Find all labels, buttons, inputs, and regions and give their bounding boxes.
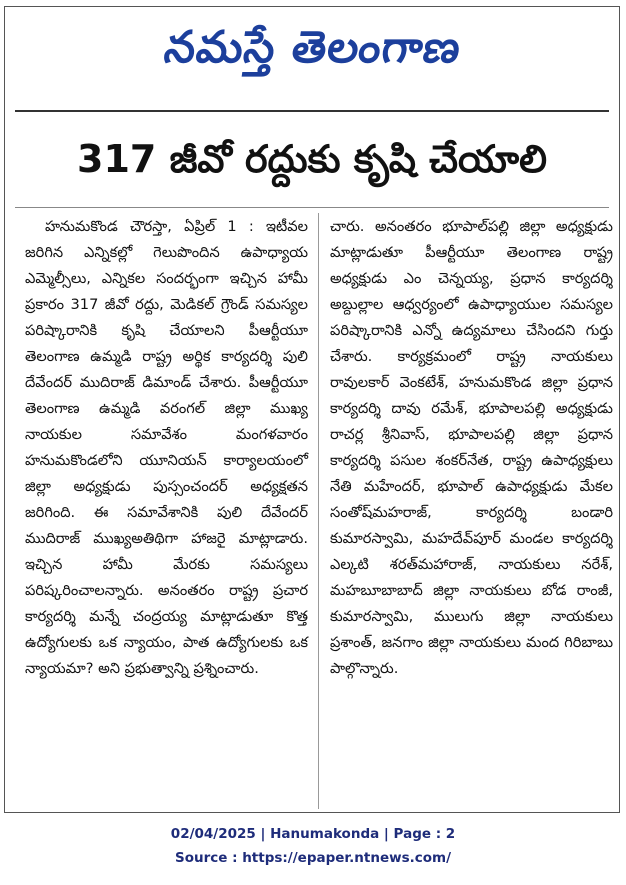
column-divider [318, 213, 319, 809]
footer-source-line: Source : https://epaper.ntnews.com/ [174, 850, 452, 866]
article-text-right: చారు. అనంతరం భూపాల్‌పల్లి జిల్లా అధ్యక్షుడు మాట్లాడుతూ పీఆర్టీయూ తెలంగాణ రాష్ట్ర అధ్యక్షుడు ఎం చెన్నయ్య, ప్రధాన కార్యదర్శి అబ్దుల్లాల ఆధ్వర్యంలో ఉపాధ్యాయుల సమస్యల పరిష్కారానికి ఎన్నో ఉద్యమాలు చేసిందని గుర్తు చేశారు. కార్యక్రమంలో రాష్ట్ర నాయకులు రావులకార్ వెంకటేశ్, హనుమకొండ జిల్లా ప్రధాన కార్యదర్శి దావు రమేశ్, భూపాలపల్లి అధ్యక్షుడు రాచర్ల శ్రీనివాస్, భూపాలపల్లి జిల్లా ప్రధాన కార్యదర్శి పసుల శంకర్‌నేత, రాష్ట్ర ఉపాధ్యక్షులు నేతి మహేందర్, భూపాల్ ఉపాధ్యక్షుడు మేకల సంతోష్‌మహరాజ్, కార్యదర్శి బండారి కుమారస్వామి, మహదేవ్‌పూర్ మండల కార్యదర్శి ఎల్కటి శరత్‌మహారాజ్, నాయకులు నరేశ్, మహబూబాబాద్ జిల్లా నాయకులు బోడ రాంజీ, కుమారస్వామి, ములుగు జిల్లా నాయకులు ప్రశాంత్, జనగాం జిల్లా నాయకులు మంద గిరిబాబు పాల్గొన్నారు. [330, 218, 613, 677]
article-headline: 317 జీవో రద్దుకు కృషి చేయాలి [77, 137, 547, 181]
article-column-right [330, 214, 613, 682]
masthead-divider [15, 110, 609, 112]
masthead-title: నమస్తే తెలంగాణ [161, 22, 465, 73]
headline-divider [15, 207, 609, 208]
article-column-left [25, 214, 308, 682]
clipping-frame [4, 6, 620, 813]
newspaper-masthead [5, 17, 619, 89]
footer-date-line: 02/04/2025 | Hanumakonda | Page : 2 [170, 826, 456, 842]
article-text-left: హనుమకొండ చౌరస్తా, ఏప్రిల్ 1 : ఇటీవల జరిగిన ఎన్నికల్లో గెలుపొందిన ఉపాధ్యాయ ఎమ్మెల్సీలు, ఎన్నికల సందర్భంగా ఇచ్చిన హామీ ప్రకారం 317 జీవో రద్దు, మెడికల్ గ్రౌండ్ సమస్యల పరిష్కారానికి కృషి చేయాలని పీఆర్టీయూ తెలంగాణ ఉమ్మడి రాష్ట్ర అర్థిక కార్యదర్శి పులి దేవేందర్ ముదిరాజ్ డిమాండ్ చేశారు. పీఆర్టీయూ తెలంగాణ ఉమ్మడి వరంగల్ జిల్లా ముఖ్య నాయకుల సమావేశం మంగళవారం హనుమకొండలోని యూనియన్ కార్యాలయంలో జిల్లా అధ్యక్షుడు పుస్సంచందర్ అధ్యక్షతన జరిగింది. ఈ సమావేశానికి పులి దేవేందర్ ముదిరాజ్ ముఖ్యఅతిథిగా హాజరై మాట్లాడారు. ఇచ్చిన హామీ మేరకు సమస్యలు పరిష్కరించాలన్నారు. అనంతరం రాష్ట్ర ప్రచార కార్యదర్శి మన్నే చంద్రయ్య మాట్లాడుతూ కొత్త ఉద్యోగులకు ఒక న్యాయం, పాత ఉద్యోగులకు ఒక న్యాయమా? అని ప్రభుత్వాన్ని ప్రశ్నించారు. [25, 218, 308, 677]
